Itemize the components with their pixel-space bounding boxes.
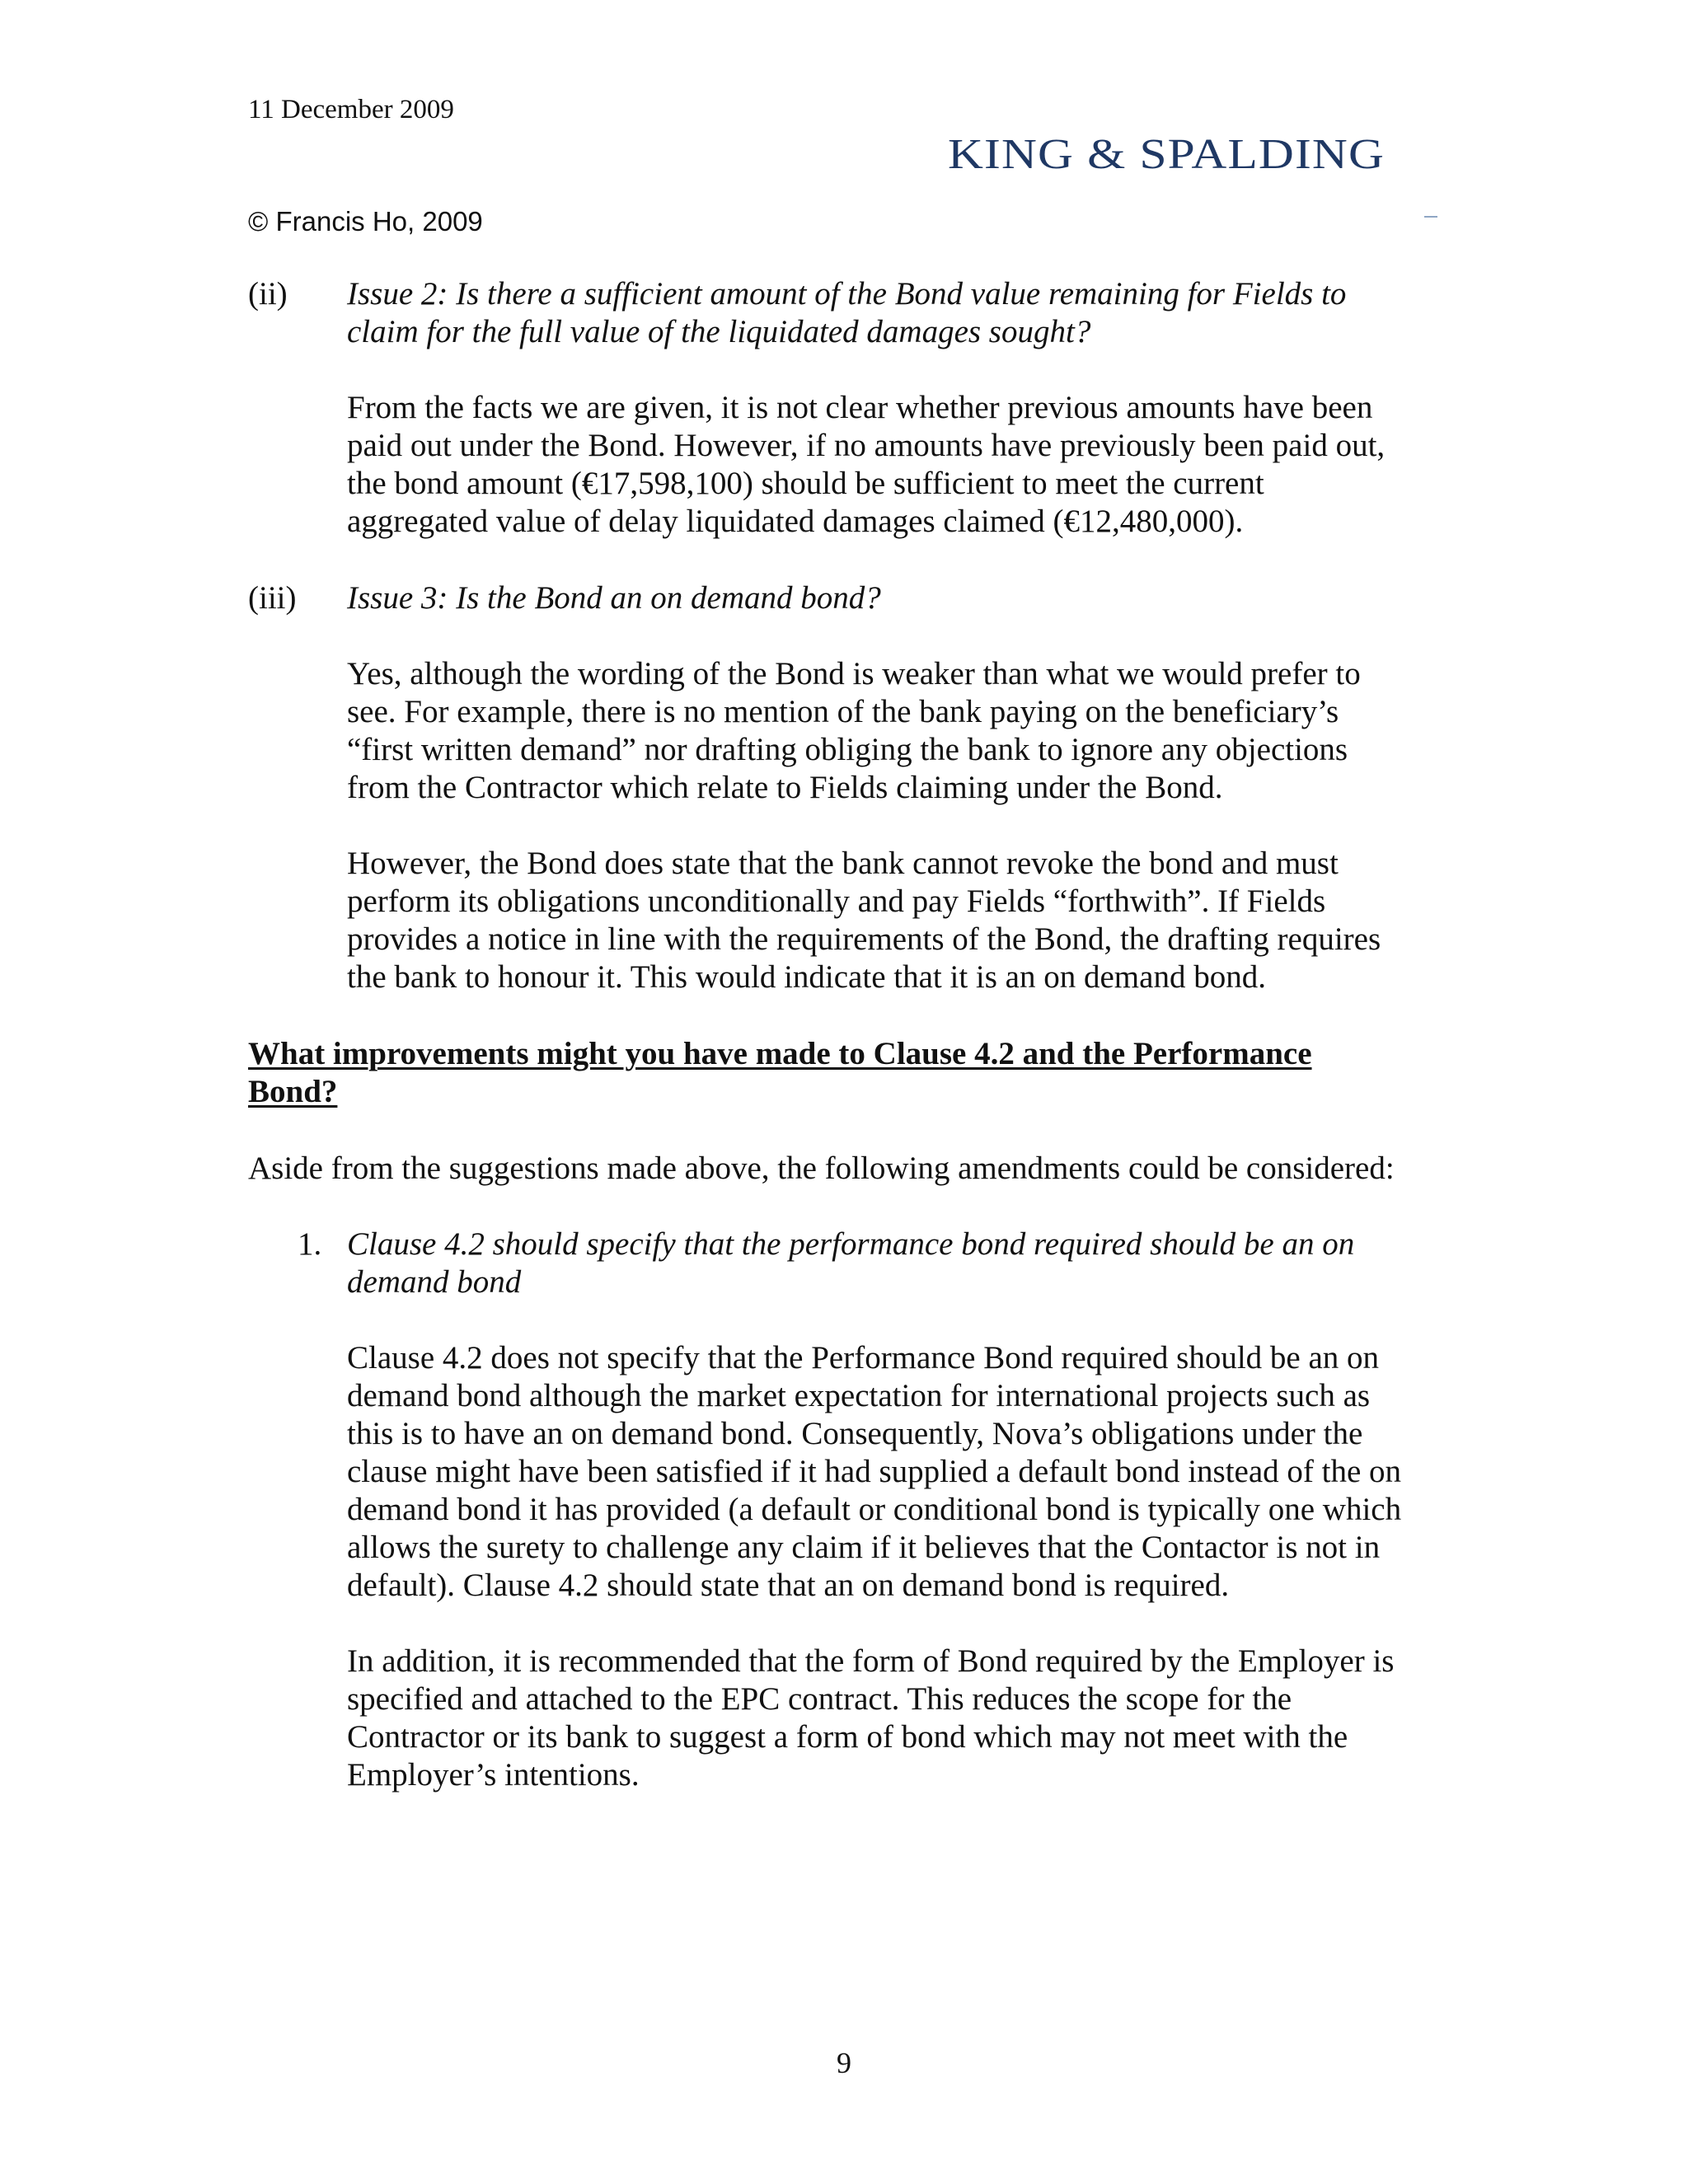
issue3-body-line: from the Contractor which relate to Fields claiming under the Bond. — [347, 770, 1223, 805]
copyright-line: © Francis Ho, 2009 — [248, 206, 483, 237]
logo-wordmark — [948, 130, 1389, 180]
issue3-body-line: the bank to honour it. This would indicate that it is an on demand bond. — [347, 959, 1266, 995]
improvements-intro: Aside from the suggestions made above, the following amendments could be considered: — [248, 1151, 1395, 1186]
issue2-title — [347, 275, 1346, 351]
issue2-body-line: aggregated value of delay liquidated damages claimed (€12,480,000). — [347, 504, 1244, 539]
improvements-heading-line: What improvements might you have made to Clause 4.2 and the Performance — [248, 1036, 1312, 1071]
issue3-title: Issue 3: Is the Bond an on demand bond? — [347, 580, 881, 616]
item1-body-line: Employer’s intentions. — [347, 1757, 640, 1793]
item1-body-line: demand bond it has provided (a default or conditional bond is typically one which — [347, 1492, 1402, 1527]
issue2-marker: (ii) — [248, 276, 288, 312]
item1-body-line: this is to have an on demand bond. Consequently, Nova’s obligations under the — [347, 1416, 1363, 1451]
item1-body-line: clause might have been satisfied if it had supplied a default bond instead of the on — [347, 1454, 1402, 1489]
logo-rule-mark — [1424, 216, 1437, 218]
issue3-body-first — [347, 655, 1361, 807]
item1-body-first — [347, 1339, 1401, 1605]
issue2-body-line: the bond amount (€17,598,100) should be sufficient to meet the current — [347, 466, 1264, 501]
issue2-body-line: From the facts we are given, it is not clear whether previous amounts have been — [347, 390, 1373, 425]
item1-title-line: demand bond — [347, 1264, 522, 1300]
item1-body-line: Contractor or its bank to suggest a form of bond which may not meet with the — [347, 1719, 1348, 1755]
issue2-title-line: claim for the full value of the liquidated damages sought? — [347, 314, 1091, 349]
issue3-body-second — [347, 845, 1381, 996]
item1-marker: 1. — [298, 1226, 322, 1262]
improvements-heading-line: Bond? — [248, 1074, 338, 1109]
logo-text: KING & SPALDING — [948, 131, 1385, 178]
issue2-body-line: paid out under the Bond. However, if no amounts have previously been paid out, — [347, 428, 1386, 463]
item1-body-line: Clause 4.2 does not specify that the Performance Bond required should be an on — [347, 1340, 1380, 1376]
issue3-marker: (iii) — [248, 580, 297, 616]
item1-body-second — [347, 1643, 1394, 1794]
issue2-body — [347, 389, 1385, 541]
item1-title — [347, 1226, 1354, 1301]
page-number: 9 — [837, 2046, 851, 2079]
item1-body-line: allows the surety to challenge any claim if it believes that the Contactor is not in — [347, 1530, 1381, 1565]
issue3-body-line: However, the Bond does state that the bank cannot revoke the bond and must — [347, 846, 1339, 881]
issue3-body-line: “first written demand” nor drafting obliging the bank to ignore any objections — [347, 732, 1348, 767]
issue3-body-line: perform its obligations unconditionally and pay Fields “forthwith”. If Fields — [347, 883, 1326, 919]
issue3-body-line: see. For example, there is no mention of the bank paying on the beneficiary’s — [347, 694, 1339, 729]
item1-body-line: specified and attached to the EPC contract. This reduces the scope for the — [347, 1681, 1292, 1717]
issue3-body-line: Yes, although the wording of the Bond is weaker than what we would prefer to — [347, 656, 1361, 691]
issue2-title-line: Issue 2: Is there a sufficient amount of the Bond value remaining for Fields to — [347, 276, 1347, 312]
document-date: 11 December 2009 — [248, 95, 454, 124]
issue3-body-line: provides a notice in line with the requirements of the Bond, the drafting requires — [347, 921, 1381, 957]
item1-body-line: demand bond although the market expectation for international projects such as — [347, 1378, 1371, 1413]
item1-body-line: default). Clause 4.2 should state that an on demand bond is required. — [347, 1568, 1230, 1603]
item1-body-line: In addition, it is recommended that the form of Bond required by the Employer is — [347, 1643, 1395, 1679]
item1-title-line: Clause 4.2 should specify that the performance bond required should be an on — [347, 1226, 1355, 1262]
improvements-heading — [248, 1035, 1312, 1111]
king-spalding-logo — [948, 130, 1389, 180]
